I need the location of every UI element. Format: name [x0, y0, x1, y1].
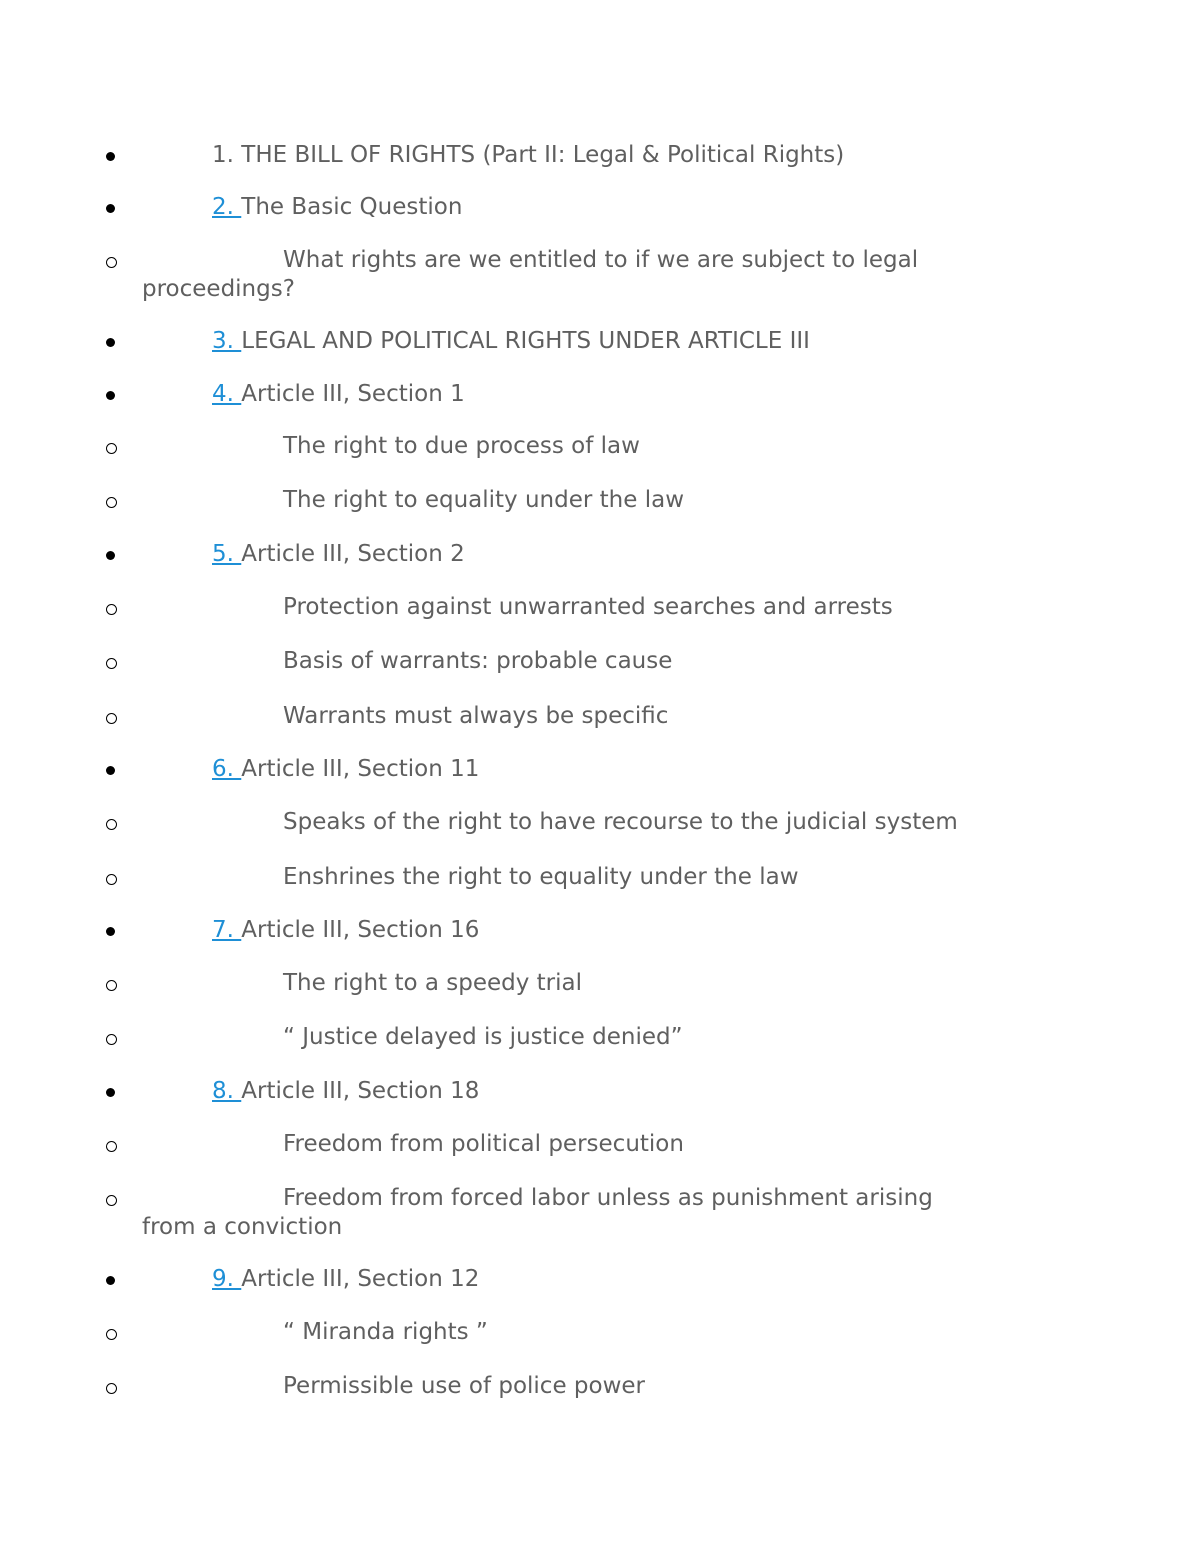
item-label: Article III, Section 1 — [241, 381, 465, 407]
outline-item-text — [212, 755, 479, 784]
outline-item-text — [212, 141, 844, 170]
bullet-dot-icon — [103, 193, 123, 222]
bullet-circle-icon — [103, 486, 123, 515]
bullet-dot-icon — [103, 327, 123, 356]
item-number-link[interactable]: 9. — [212, 1266, 242, 1292]
item-number-link[interactable]: 5. — [212, 541, 242, 567]
subitem-label: “ Miranda rights ” — [283, 1319, 488, 1345]
bullet-circle-icon — [103, 808, 123, 837]
subitem-label: Permissible use of police power — [283, 1373, 646, 1399]
bullet-circle-icon — [103, 1023, 123, 1052]
bullet-circle-icon — [103, 647, 123, 676]
bullet-dot-icon — [103, 755, 123, 784]
subitem-label: “ Justice delayed is justice denied” — [283, 1024, 683, 1050]
bullet-dot-icon — [103, 916, 123, 945]
outline-item-text — [212, 380, 465, 409]
item-number-link[interactable]: 4. — [212, 381, 242, 407]
bullet-circle-icon — [103, 246, 123, 275]
bullet-circle-icon — [103, 702, 123, 731]
bullet-dot-icon — [103, 540, 123, 569]
item-label: Article III, Section 18 — [241, 1078, 480, 1104]
bullet-circle-icon — [103, 969, 123, 998]
item-number-link[interactable]: 2. — [212, 194, 242, 220]
subitem-label: Protection against unwarranted searches and arrests — [283, 594, 893, 620]
item-label: LEGAL AND POLITICAL RIGHTS UNDER ARTICLE III — [241, 328, 810, 354]
bullet-circle-icon — [103, 863, 123, 892]
bullet-circle-icon — [103, 1184, 123, 1213]
bullet-dot-icon — [103, 1265, 123, 1294]
subitem-label: The right to equality under the law — [283, 487, 685, 513]
bullet-dot-icon — [103, 141, 123, 170]
outline-item-text — [212, 327, 810, 356]
item-label: Article III, Section 16 — [241, 917, 480, 943]
bullet-circle-icon — [103, 1130, 123, 1159]
item-number-link[interactable]: 6. — [212, 756, 242, 782]
item-number-link[interactable]: 8. — [212, 1078, 242, 1104]
item-label: Article III, Section 12 — [241, 1266, 480, 1292]
subitem-label: The right to a speedy trial — [283, 970, 582, 996]
bullet-dot-icon — [103, 380, 123, 409]
item-label: THE BILL OF RIGHTS (Part II: Legal & Political Rights) — [241, 142, 845, 168]
bullet-circle-icon — [103, 432, 123, 461]
bullet-circle-icon — [103, 593, 123, 622]
subitem-label: Basis of warrants: probable cause — [283, 648, 673, 674]
outline-item-text — [212, 1077, 479, 1106]
bullet-dot-icon — [103, 1077, 123, 1106]
subitem-label: Freedom from political persecution — [283, 1131, 684, 1157]
item-label: Article III, Section 11 — [241, 756, 480, 782]
subitem-label: Freedom from forced labor unless as punishment arising from a conviction — [142, 1185, 933, 1240]
outline-item-text — [212, 193, 462, 222]
outline-item-text — [212, 1265, 479, 1294]
item-number: 1. — [212, 142, 242, 168]
outline-item-text — [212, 540, 465, 569]
subitem-label: Enshrines the right to equality under the law — [283, 864, 799, 890]
item-number-link[interactable]: 7. — [212, 917, 242, 943]
subitem-label: What rights are we entitled to if we are subject to legal proceedings? — [142, 247, 919, 302]
subitem-label: Speaks of the right to have recourse to the judicial system — [283, 809, 958, 835]
item-label: Article III, Section 2 — [241, 541, 465, 567]
item-label: The Basic Question — [241, 194, 463, 220]
subitem-label: Warrants must always be specific — [283, 703, 669, 729]
bullet-circle-icon — [103, 1318, 123, 1347]
item-number-link[interactable]: 3. — [212, 328, 242, 354]
subitem-label: The right to due process of law — [283, 433, 640, 459]
bullet-circle-icon — [103, 1372, 123, 1401]
outline-item-text — [212, 916, 479, 945]
